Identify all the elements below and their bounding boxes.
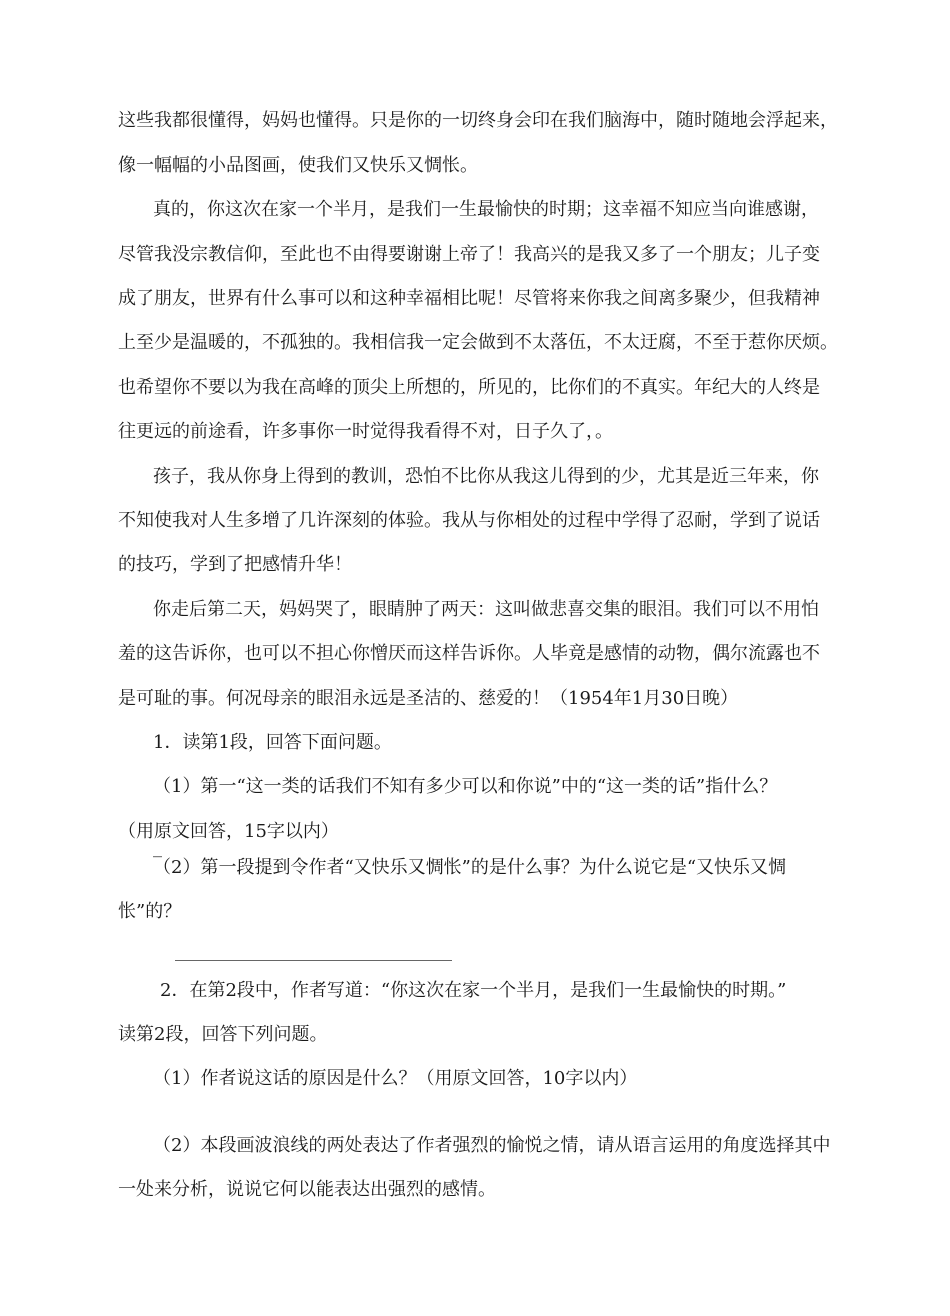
passage-line: 这些我都很懂得，妈妈也懂得。只是你的一切终身会印在我们脑海中，随时随地会浮起来，	[118, 110, 838, 131]
answer-line	[175, 960, 452, 961]
passage-line: 上至少是温暖的，不孤独的。我相信我一定会做到不太落伍，不太迂腐，不至于惹你厌烦。	[118, 332, 838, 353]
question-1-2-text: 怅”的？	[118, 901, 182, 922]
passage-line: 不知使我对人生多增了几许深刻的体验。我从与你相处的过程中学得了忍耐，学到了说话	[118, 510, 820, 531]
answer-blank-mark: _	[153, 837, 162, 858]
question-1-1-text: （用原文回答，15字以内）	[118, 821, 339, 842]
passage-line: 成了朋友，世界有什么事可以和这种幸福相比呢！尽管将来你我之间离多聚少，但我精神	[118, 288, 820, 309]
passage-line: 真的，你这次在家一个半月，是我们一生最愉快的时期；这幸福不知应当向谁感谢，	[153, 199, 819, 220]
passage-line: 往更远的前途看，许多事你一时觉得我看得不对，日子久了，。	[118, 421, 613, 442]
passage-line: 尽管我没宗教信仰，至此也不由得要谢谢上帝了！我高兴的是我又多了一个朋友；儿子变	[118, 244, 820, 265]
question-2-1-text: （1）作者说这话的原因是什么？（用原文回答，10字以内）	[153, 1068, 638, 1089]
passage-line: 是可耻的事。何况母亲的眼泪永远是圣洁的、慈爱的！（1954年1月30日晚）	[118, 688, 739, 709]
passage-line: 羞的这告诉你，也可以不担心你憎厌而这样告诉你。人毕竟是感情的动物，偶尔流露也不	[118, 643, 820, 664]
question-2-text: 2．在第2段中，作者写道：“你这次在家一个半月，是我们一生最愉快的时期。”	[160, 980, 787, 1001]
question-1-1-text: （1）第一“这一类的话我们不知有多少可以和你说”中的“这一类的话”指什么？	[153, 776, 778, 797]
passage-line: 的技巧，学到了把感情升华！	[118, 554, 352, 575]
question-2-text: 读第2段，回答下列问题。	[118, 1024, 328, 1045]
question-2-2-text: （2）本段画波浪线的两处表达了作者强烈的愉悦之情，请从语言运用的角度选择其中	[153, 1135, 831, 1156]
passage-line: 像一幅幅的小品图画，使我们又快乐又惆怅。	[118, 155, 478, 176]
question-1-title: 1．读第1段，回答下面问题。	[153, 732, 392, 753]
passage-line: 孩子，我从你身上得到的教训，恐怕不比你从我这儿得到的少，尤其是近三年来，你	[153, 466, 819, 487]
passage-line: 也希望你不要以为我在高峰的顶尖上所想的，所见的，比你们的不真实。年纪大的人终是	[118, 377, 820, 398]
passage-line: 你走后第二天，妈妈哭了，眼睛肿了两天：这叫做悲喜交集的眼泪。我们可以不用怕	[153, 599, 819, 620]
question-2-2-text: 一处来分析，说说它何以能表达出强烈的感情。	[118, 1179, 496, 1200]
question-1-2-text: （2）第一段提到令作者“又快乐又惆怅”的是什么事？为什么说它是“又快乐又惆	[153, 857, 787, 878]
